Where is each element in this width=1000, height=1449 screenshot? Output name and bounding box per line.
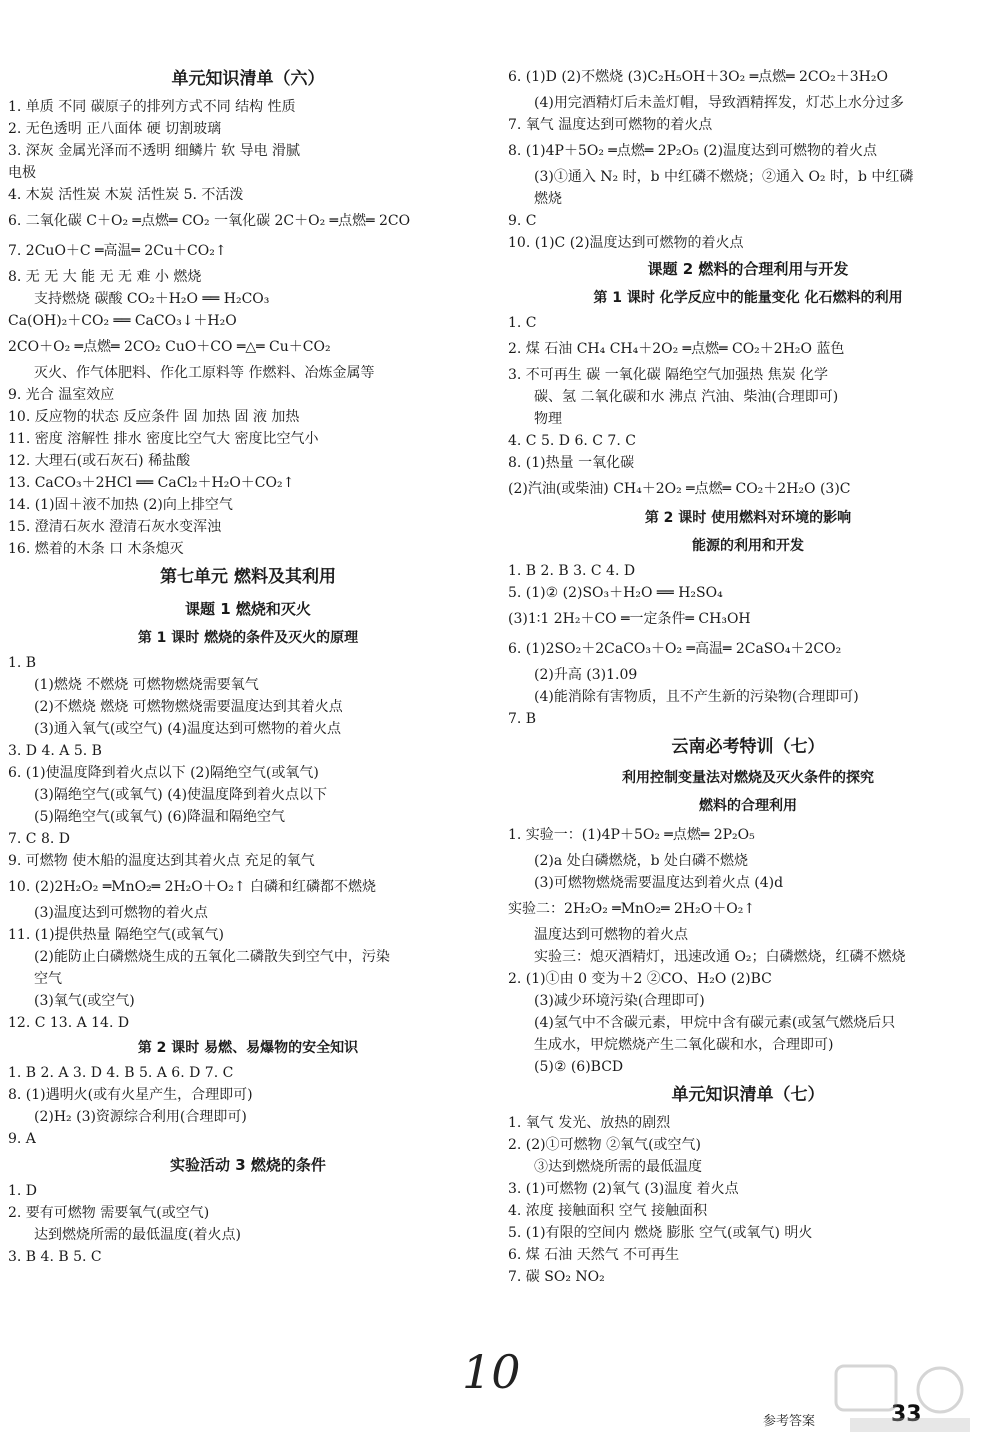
answer-line: 8. (1)遇明火(或有火星产生，合理即可) bbox=[8, 1087, 253, 1103]
answer-line: (3)隔绝空气(或氧气) (4)使温度降到着火点以下 bbox=[34, 787, 328, 803]
answer-line: 5. (1)有限的空间内 燃烧 膨胀 空气(或氧气) 明火 bbox=[508, 1225, 813, 1241]
answer-line: 1. C bbox=[508, 315, 537, 331]
answer-line: 10. (1)C (2)温度达到可燃物的着火点 bbox=[508, 235, 744, 251]
answer-line: 1. B bbox=[8, 655, 37, 671]
answer-line: 13. CaCO₃＋2HCl ══ CaCl₂＋H₂O＋CO₂↑ bbox=[8, 475, 295, 491]
answer-line: (4)能消除有害物质，且不产生新的污染物(合理即可) bbox=[534, 689, 859, 705]
answer-line: 达到燃烧所需的最低温度(着火点) bbox=[34, 1227, 241, 1243]
answer-line: 8. (1)热量 一氧化碳 bbox=[508, 455, 635, 471]
answer-line: (4)用完酒精灯后未盖灯帽，导致酒精挥发，灯芯上水分过多 bbox=[534, 95, 904, 111]
answer-line: 空气 bbox=[34, 971, 62, 987]
answer-line: 10. (2)2H₂O₂ ═MnO₂═ 2H₂O＋O₂↑ 白磷和红磷都不燃烧 bbox=[8, 879, 377, 895]
section-heading: 第 2 课时 使用燃料对环境的影响 bbox=[644, 510, 852, 526]
answer-line: 11. (1)提供热量 隔绝空气(或氧气) bbox=[8, 927, 224, 943]
answer-line: (2)a 处白磷燃烧，b 处白磷不燃烧 bbox=[534, 853, 749, 869]
answer-line: (2)H₂ (3)资源综合利用(合理即可) bbox=[34, 1109, 247, 1125]
answer-line: 3. D 4. A 5. B bbox=[8, 743, 102, 759]
answer-line: 1. 氧气 发光、放热的剧烈 bbox=[508, 1115, 671, 1131]
answer-line: (3)氧气(或空气) bbox=[34, 993, 135, 1009]
section-heading: 第 1 课时 燃烧的条件及灭火的原理 bbox=[137, 630, 359, 646]
answer-line: (5)② (6)BCD bbox=[534, 1059, 624, 1075]
answer-line: 碳、氢 二氧化碳和水 沸点 汽油、柴油(合理即可) bbox=[534, 389, 839, 405]
section-heading: 第 2 课时 易燃、易爆物的安全知识 bbox=[137, 1040, 359, 1056]
section-heading: 单元知识清单（六） bbox=[171, 69, 325, 89]
answer-line: 温度达到可燃物的着火点 bbox=[534, 927, 688, 943]
answer-line: 6. (1)使温度降到着火点以下 (2)隔绝空气(或氧气) bbox=[8, 765, 319, 781]
answer-line: (4)氢气中不含碳元素，甲烷中含有碳元素(或氢气燃烧后只 bbox=[534, 1015, 896, 1031]
section-heading: 课题 1 燃烧和灭火 bbox=[185, 600, 311, 618]
answer-line: 支持燃烧 碳酸 CO₂＋H₂O ══ H₂CO₃ bbox=[34, 291, 270, 307]
page-number: 33 bbox=[891, 1402, 922, 1427]
answer-line: 5. (1)② (2)SO₃＋H₂O ══ H₂SO₄ bbox=[508, 585, 723, 601]
answer-line: (2)不燃烧 燃烧 可燃物燃烧需要温度达到其着火点 bbox=[34, 699, 343, 715]
answer-line: 1. 单质 不同 碳原子的排列方式不同 结构 性质 bbox=[8, 99, 296, 115]
answer-line: (3)1∶1 2H₂＋CO ═一定条件═ CH₃OH bbox=[508, 611, 751, 627]
answer-line: 2CO＋O₂ ═点燃═ 2CO₂ CuO＋CO ═△═ Cu＋CO₂ bbox=[8, 339, 331, 355]
answer-line: 2. 煤 石油 CH₄ CH₄＋2O₂ ═点燃═ CO₂＋2H₂O 蓝色 bbox=[508, 341, 845, 357]
answer-line: 8. 无 无 大 能 无 无 难 小 燃烧 bbox=[8, 269, 202, 285]
answer-line: (3)①通入 N₂ 时，b 中红磷不燃烧；②通入 O₂ 时，b 中红磷 bbox=[534, 169, 914, 185]
answer-line: 12. C 13. A 14. D bbox=[8, 1015, 130, 1031]
answer-line: 实验三：熄灭酒精灯，迅速改通 O₂；白磷燃烧，红磷不燃烧 bbox=[534, 949, 906, 965]
answer-line: 1. 实验一：(1)4P＋5O₂ ═点燃═ 2P₂O₅ bbox=[508, 827, 755, 843]
answer-line: 生成水，甲烷燃烧产生二氧化碳和水，合理即可) bbox=[534, 1037, 834, 1053]
answer-line: 2. (2)①可燃物 ②氧气(或空气) bbox=[508, 1137, 702, 1153]
answer-line: 6. (1)D (2)不燃烧 (3)C₂H₅OH＋3O₂ ═点燃═ 2CO₂＋3H₂O bbox=[508, 69, 888, 85]
answer-line: 7. C 8. D bbox=[8, 831, 71, 847]
answer-line: 6. 煤 石油 天然气 不可再生 bbox=[508, 1247, 680, 1263]
answer-line: Ca(OH)₂＋CO₂ ══ CaCO₃↓＋H₂O bbox=[8, 313, 237, 329]
answer-line: 灭火、作气体肥料、作化工原料等 作燃料、冶炼金属等 bbox=[34, 365, 375, 381]
answer-line: 3. 不可再生 碳 一氧化碳 隔绝空气加强热 焦炭 化学 bbox=[508, 367, 829, 383]
section-heading: 利用控制变量法对燃烧及灭火条件的探究 bbox=[622, 770, 874, 786]
answer-line: 物理 bbox=[534, 411, 562, 427]
watermark-logo bbox=[830, 1360, 990, 1440]
answer-line: 8. (1)4P＋5O₂ ═点燃═ 2P₂O₅ (2)温度达到可燃物的着火点 bbox=[508, 143, 878, 159]
answer-line: 11. 密度 溶解性 排水 密度比空气大 密度比空气小 bbox=[8, 431, 319, 447]
answer-line: ③达到燃烧所需的最低温度 bbox=[534, 1159, 702, 1175]
answer-line: 9. 可燃物 使木船的温度达到其着火点 充足的氧气 bbox=[8, 853, 315, 869]
answer-line: (3)可燃物燃烧需要温度达到着火点 (4)d bbox=[534, 875, 784, 891]
answer-line: 4. 木炭 活性炭 木炭 活性炭 5. 不活泼 bbox=[8, 187, 244, 203]
section-heading: 云南必考特训（七） bbox=[671, 737, 825, 757]
answer-line: (3)减少环境污染(合理即可) bbox=[534, 993, 705, 1009]
answer-line: 燃烧 bbox=[534, 191, 562, 207]
answer-line: (3)温度达到可燃物的着火点 bbox=[34, 905, 208, 921]
answer-line: 3. B 4. B 5. C bbox=[8, 1249, 102, 1265]
answer-line: 电极 bbox=[8, 165, 36, 181]
section-heading: 实验活动 3 燃烧的条件 bbox=[170, 1156, 326, 1174]
answer-line: 2. (1)①由 0 变为＋2 ②CO、H₂O (2)BC bbox=[508, 971, 772, 987]
section-heading: 课题 2 燃料的合理利用与开发 bbox=[647, 260, 849, 278]
answer-line: (3)通入氧气(或空气) (4)温度达到可燃物的着火点 bbox=[34, 721, 342, 737]
answer-line: 7. 碳 SO₂ NO₂ bbox=[508, 1269, 605, 1285]
answer-line: 1. B 2. B 3. C 4. D bbox=[508, 563, 636, 579]
answer-line: 7. 2CuO＋C ═高温═ 2Cu＋CO₂↑ bbox=[8, 243, 227, 259]
answer-line: 1. D bbox=[8, 1183, 38, 1199]
answer-line: (2)能防止白磷燃烧生成的五氧化二磷散失到空气中，污染 bbox=[34, 949, 390, 965]
answer-line: (1)燃烧 不燃烧 可燃物燃烧需要氧气 bbox=[34, 677, 259, 693]
answer-line: 9. 光合 温室效应 bbox=[8, 387, 115, 403]
footer-label: 参考答案 bbox=[763, 1414, 816, 1429]
answer-line: 7. B bbox=[508, 711, 537, 727]
answer-line: 1. B 2. A 3. D 4. B 5. A 6. D 7. C bbox=[8, 1065, 234, 1081]
answer-line: (2)升高 (3)1.09 bbox=[534, 667, 638, 683]
answer-line: 6. 二氧化碳 C＋O₂ ═点燃═ CO₂ 一氧化碳 2C＋O₂ ═点燃═ 2CO bbox=[8, 213, 411, 229]
section-heading: 第七单元 燃料及其利用 bbox=[160, 567, 336, 587]
answer-line: 15. 澄清石灰水 澄清石灰水变浑浊 bbox=[8, 519, 222, 535]
answer-line: 9. C bbox=[508, 213, 537, 229]
left-column bbox=[8, 62, 488, 1268]
answer-line: 12. 大理石(或石灰石) 稀盐酸 bbox=[8, 453, 191, 469]
answer-line: 3. (1)可燃物 (2)氧气 (3)温度 着火点 bbox=[508, 1181, 739, 1197]
section-heading: 燃料的合理利用 bbox=[699, 798, 797, 814]
right-column bbox=[508, 62, 988, 1288]
section-heading: 能源的利用和开发 bbox=[692, 538, 804, 554]
answer-line: 9. A bbox=[8, 1131, 36, 1147]
answer-line: 16. 燃着的木条 口 木条熄灭 bbox=[8, 541, 184, 557]
answer-line: (2)汽油(或柴油) CH₄＋2O₂ ═点燃═ CO₂＋2H₂O (3)C bbox=[508, 481, 851, 497]
answer-line: 2. 要有可燃物 需要氧气(或空气) bbox=[8, 1205, 210, 1221]
section-heading: 第 1 课时 化学反应中的能量变化 化石燃料的利用 bbox=[593, 290, 903, 306]
section-heading: 单元知识清单（七） bbox=[671, 1085, 825, 1105]
answer-line: 10. 反应物的状态 反应条件 固 加热 固 液 加热 bbox=[8, 409, 300, 425]
answer-line: 14. (1)固＋液不加热 (2)向上排空气 bbox=[8, 497, 233, 513]
answer-line: 3. 深灰 金属光泽而不透明 细鳞片 软 导电 滑腻 bbox=[8, 143, 301, 159]
answer-line: 实验二：2H₂O₂ ═MnO₂═ 2H₂O＋O₂↑ bbox=[508, 901, 756, 917]
answer-line: 7. 氧气 温度达到可燃物的着火点 bbox=[508, 117, 713, 133]
answer-line: 2. 无色透明 正八面体 硬 切割玻璃 bbox=[8, 121, 222, 137]
answer-line: 6. (1)2SO₂＋2CaCO₃＋O₂ ═高温═ 2CaSO₄＋2CO₂ bbox=[508, 641, 842, 657]
answer-line: 4. C 5. D 6. C 7. C bbox=[508, 433, 636, 449]
answer-line: 4. 浓度 接触面积 空气 接触面积 bbox=[508, 1203, 708, 1219]
handwritten-mark: 10 bbox=[462, 1345, 521, 1399]
answer-line: (5)隔绝空气(或氧气) (6)降温和隔绝空气 bbox=[34, 809, 286, 825]
